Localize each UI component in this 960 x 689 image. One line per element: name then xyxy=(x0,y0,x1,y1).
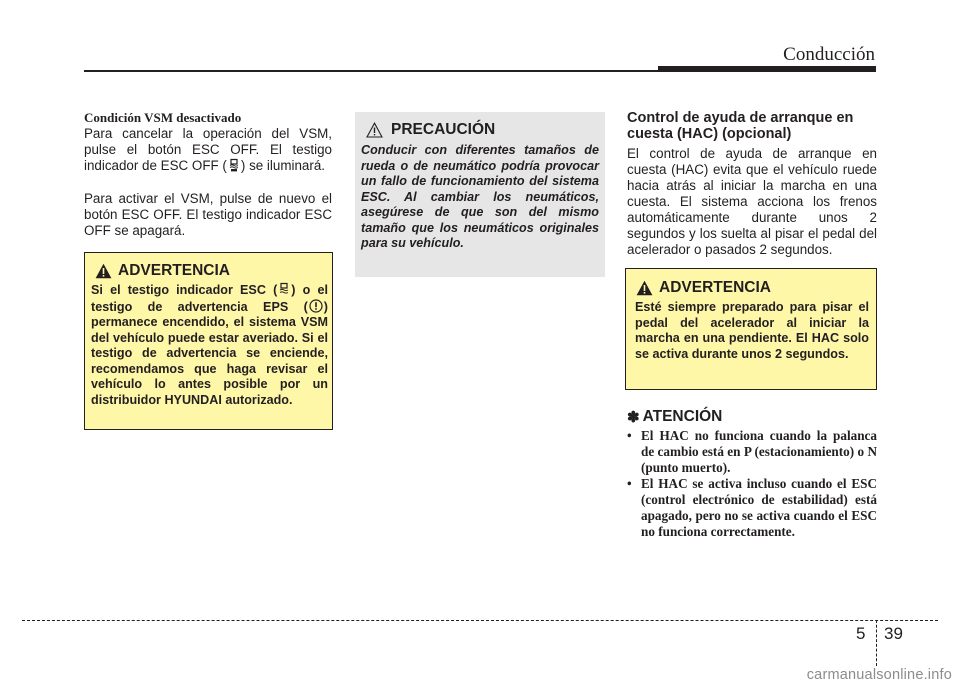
warning-title-text: ADVERTENCIA xyxy=(118,262,230,279)
page-number: 39 xyxy=(884,624,903,643)
warning-text-part: Si el testigo indicador ESC ( xyxy=(91,283,278,297)
attention-title: ATENCIÓN xyxy=(642,408,723,425)
hac-heading: Control de ayuda de arranque en cuesta (HAC) (opcional) xyxy=(627,110,854,142)
chapter-title: Conducción xyxy=(783,44,875,65)
vsm-off-heading: Condición VSM desactivado xyxy=(84,110,242,125)
warning-text-part: ) o el testigo de advertencia EPS ( xyxy=(91,283,328,314)
warning-title xyxy=(636,279,771,297)
warning-box-hac xyxy=(625,268,877,390)
esc-off-indicator-icon xyxy=(227,158,241,172)
header-rule-accent xyxy=(658,66,876,72)
warning-text xyxy=(91,282,328,408)
header-rule xyxy=(84,70,660,72)
attention-heading xyxy=(627,408,722,426)
warning-triangle-icon xyxy=(366,122,383,138)
paragraph-text: Para cancelar la operación del VSM, pulse el botón ESC OFF. El testigo indicador de ESC OFF ( xyxy=(84,126,332,173)
warning-title xyxy=(95,262,230,280)
list-item: • El HAC se activa incluso cuando el ESC (control electrónico de estabilidad) está apagado, pero no se activa cuando el ESC no funciona correctamente. xyxy=(627,476,877,540)
eps-warning-icon xyxy=(308,299,324,313)
warning-text-part: ) permanece encendido, el sistema VSM del vehículo puede estar averiado. Si el testigo de advertencia se enciende, recomendamos que haga revisar el vehículo lo antes posible por un distribuidor HYUNDAI autorizado. xyxy=(91,299,328,407)
warning-text: Esté siempre preparado para pisar el pedal del acelerador al iniciar la marcha en una pendiente. El HAC solo se activa durante unos 2 segundos. xyxy=(635,300,869,361)
watermark: carmanualsonline.info xyxy=(806,667,952,683)
list-item: • El HAC no funciona cuando la palanca de cambio está en P (estacionamiento) o N (punto muerto). xyxy=(627,428,877,476)
vsm-off-paragraph-1 xyxy=(84,126,332,174)
footer-rule xyxy=(22,620,938,621)
precaution-box xyxy=(355,112,605,277)
attention-star-icon: ✽ xyxy=(627,409,640,426)
hac-paragraph: El control de ayuda de arranque en cuesta (HAC) evita que el vehículo ruede hacia atrás al iniciar la marcha en una cuesta. El sistema acciona los frenos automáticamente durante unos 2 segundos y los suelta al pisar el pedal del acelerador o pasados 2 segundos. xyxy=(627,146,877,257)
vsm-off-paragraph-2: Para activar el VSM, pulse de nuevo el botón ESC OFF. El testigo indicador ESC OFF se apagará. xyxy=(84,191,332,238)
precaution-title xyxy=(366,121,495,139)
page-chapter-number: 5 xyxy=(856,624,866,643)
warning-triangle-icon xyxy=(95,263,112,279)
warning-triangle-icon xyxy=(636,280,653,296)
esc-indicator-icon xyxy=(277,282,291,296)
precaution-text: Conducir con diferentes tamaños de rueda o de neumático podría provocar un fallo de funcionamiento del sistema ESC. Al cambiar los neumáticos, asegúrese de que son del mismo tamaño que los neumáticos originales para su vehículo. xyxy=(361,143,599,250)
warning-box-esc xyxy=(84,252,333,430)
paragraph-text: ) se iluminará. xyxy=(240,158,325,173)
footer-divider xyxy=(876,620,877,666)
warning-title-text: ADVERTENCIA xyxy=(659,279,771,296)
attention-list xyxy=(627,428,877,540)
precaution-title-text: PRECAUCIÓN xyxy=(391,121,496,138)
